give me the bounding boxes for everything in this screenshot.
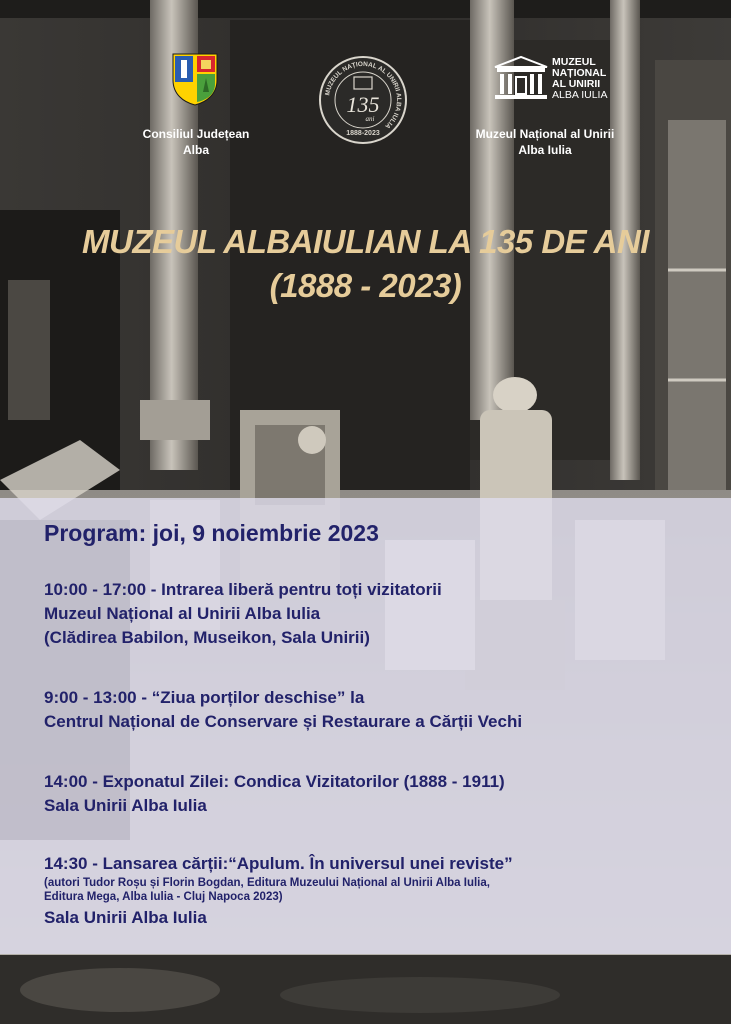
program-heading: Program: joi, 9 noiembrie 2023: [44, 520, 379, 546]
event-4-note2: Editura Mega, Alba Iulia - Cluj Napoca 2023): [44, 891, 283, 903]
seal-number: 135: [346, 92, 380, 117]
caption-right-line2: Alba Iulia: [518, 143, 572, 157]
brand-line4: ALBA IULIA: [552, 89, 608, 101]
logo-caption-right: [445, 126, 645, 158]
seal-years: 1888-2023: [346, 130, 380, 137]
event-3-line2: Sala Unirii Alba Iulia: [44, 796, 207, 815]
caption-right-line1: Muzeul Național al Unirii: [475, 127, 615, 141]
event-3-line1: 14:00 - Exponatul Zilei: Condica Vizitatorilor (1888 - 1911): [44, 772, 505, 791]
event-3: [44, 770, 505, 818]
seal-word: ani: [365, 115, 375, 123]
event-2-line2: Centrul Național de Conservare și Restaurare a Cărții Vechi: [44, 712, 523, 731]
logo-caption-left: [121, 126, 271, 158]
event-1-line2: Muzeul Național al Unirii Alba Iulia: [44, 604, 321, 623]
title-line1: MUZEUL ALBAIULIAN LA 135 DE ANI: [82, 223, 649, 260]
event-4-line1: 14:30 - Lansarea cărții:“Apulum. În universul unei reviste”: [44, 854, 513, 873]
seal-text: MUZEUL NAȚIONAL AL UNIRII ALBA IULIA: [324, 60, 403, 130]
event-1-line1: 10:00 - 17:00 - Intrarea liberă pentru toți vizitatorii: [44, 580, 442, 599]
brand-line3: AL UNIRII: [552, 78, 601, 90]
poster-title: [0, 220, 731, 308]
event-2: [44, 686, 522, 734]
event-1-line3: (Clădirea Babilon, Museikon, Sala Unirii): [44, 628, 370, 647]
event-2-line1: 9:00 - 13:00 - “Ziua porților deschise” la: [44, 688, 365, 707]
museum-brand-text: [552, 57, 607, 101]
museum-building-icon: [493, 55, 549, 101]
title-line2: (1888 - 2023): [269, 267, 462, 304]
event-4-line2: Sala Unirii Alba Iulia: [44, 908, 207, 927]
event-4: [44, 852, 513, 930]
event-1: [44, 578, 442, 650]
event-4-note1: (autori Tudor Roșu și Florin Bogdan, Editura Muzeului Național al Unirii Alba Iulia,: [44, 877, 490, 889]
caption-left-line1: Consiliul Județean: [142, 127, 250, 141]
coat-of-arms-icon: [171, 52, 219, 106]
anniversary-seal-icon: [318, 55, 408, 145]
brand-line1: MUZEUL: [552, 56, 596, 68]
caption-left-line2: Alba: [182, 143, 209, 157]
brand-line2: NAȚIONAL: [552, 67, 607, 79]
